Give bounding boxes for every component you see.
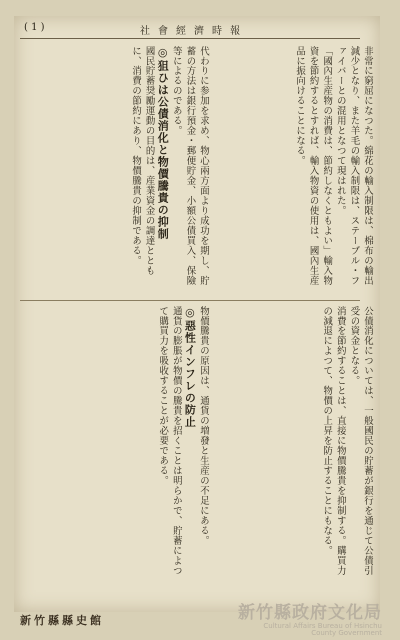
text-column-bottom-right bbox=[218, 306, 374, 578]
watermark-english-line2: County Government bbox=[311, 629, 382, 638]
paragraph: 物價騰貴の原因は、通貨の増發と生産の不足にある。 bbox=[198, 306, 209, 546]
journal-title: 社會經濟時報 bbox=[140, 26, 248, 37]
watermark bbox=[212, 604, 382, 638]
text-column-top-left bbox=[50, 46, 210, 294]
paragraph: 非常に窮屈になつた。綿花の輸入制限は、棉布の輸出減少となり、また羊毛の輸入制限は、ステーブル・ファイバーとの混用となつて現はれた。 bbox=[334, 46, 373, 286]
section-divider bbox=[20, 300, 360, 301]
paragraph: 通貨の膨脹が物價の騰貴を招くことは明らかで、貯蓄によつて購買力を吸收することが必要である。 bbox=[157, 306, 182, 576]
section-heading: ◎狙ひは公債消化と物價騰貴の抑制 bbox=[156, 46, 170, 240]
watermark-english-line1: Cultural Affairs Bureau of Hsinchu bbox=[263, 621, 382, 630]
paragraph: 消費を節約することは、直接に物價騰貴を抑制する。購買力の減退によつて、物價の上昇を防止することにもなる。 bbox=[321, 306, 346, 576]
text-column-bottom-left bbox=[50, 306, 210, 578]
text-column-top-right bbox=[218, 46, 374, 294]
page-number: ( 1 ) bbox=[24, 22, 45, 33]
paragraph: 「國內生産物の消費は、節約しなくともよい」輸入物資を節約するとすれば、輸入物資の使用は、國內生産品に振向けることになる。 bbox=[294, 46, 333, 286]
archive-signature: 新竹縣縣史館 bbox=[20, 614, 104, 627]
page-header bbox=[20, 22, 360, 39]
paragraph: 公債消化については、一般國民の貯蓄が銀行を通じて公債引受の資金となる。 bbox=[348, 306, 373, 576]
watermark-chinese: 新竹縣政府文化局 bbox=[238, 603, 382, 623]
section-heading: ◎惡性インフレの防止 bbox=[183, 306, 197, 428]
paragraph: 代わりに参加を求め、物心兩方面より成功を期し、貯蓄の方法は銀行預金・郵便貯金、小額公債買入、保險等によるのである。 bbox=[170, 46, 209, 286]
paragraph: 國民貯蓄奨勵運動の目的は、産業資金の調達とともに、消費の節約にあり、物價騰貴の抑制である。 bbox=[130, 46, 155, 276]
